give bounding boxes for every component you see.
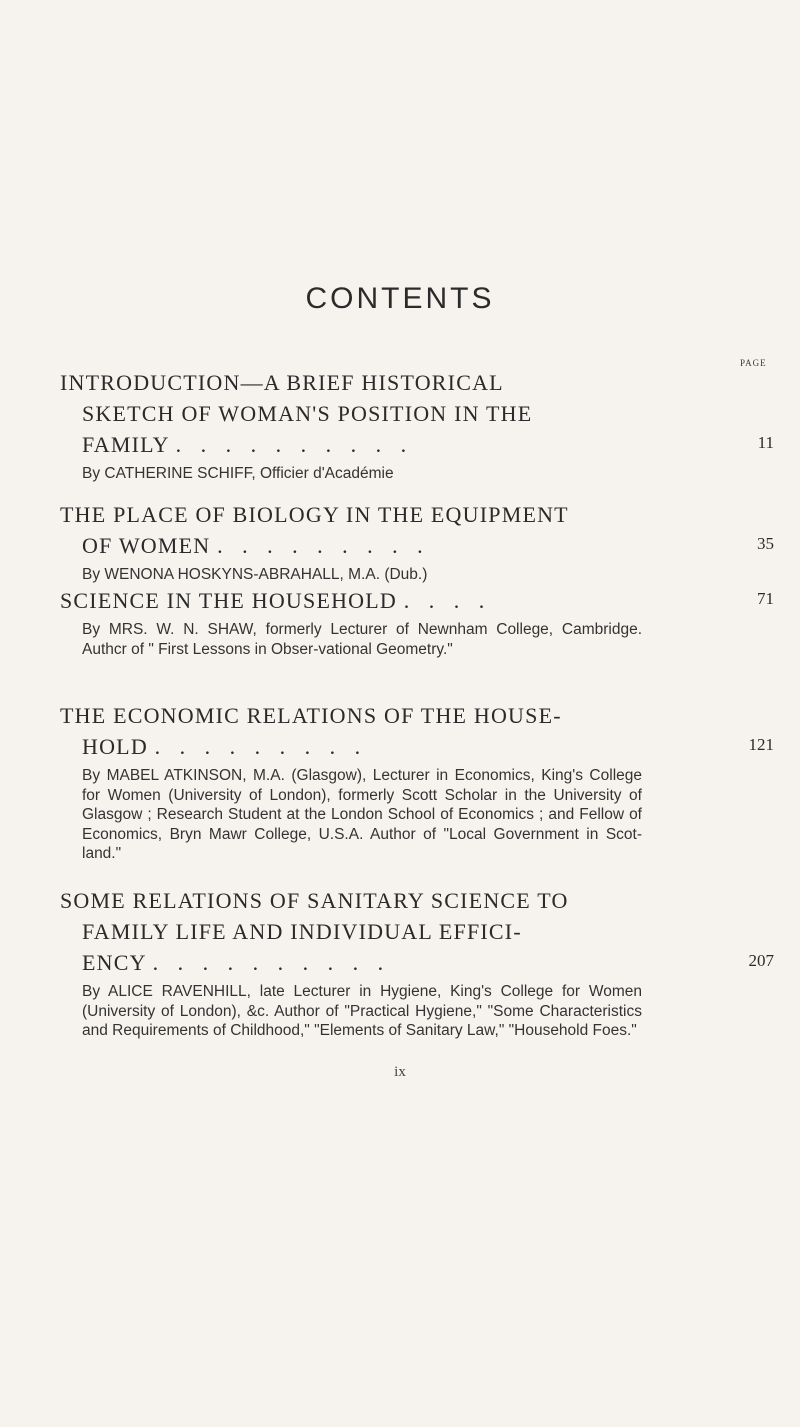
entry-title — [60, 499, 760, 561]
entry-title — [60, 585, 760, 616]
leader-dots: . . . . . . . . . . — [175, 432, 414, 457]
entry-title-line: FAMILY LIFE AND INDIVIDUAL EFFICI- — [82, 919, 522, 944]
entry-title-line: ENCY — [82, 950, 146, 975]
page-number: 207 — [748, 951, 774, 970]
entry-author: By ALICE RAVENHILL, late Lecturer in Hygiene, King's College for Women (University of London), &c. Author of "Practical Hygiene," "Some Characteristics and Requirements of Childhood," "Elements of Sanitary Law," "Household Foes." — [82, 983, 642, 1039]
folio: ix — [394, 1064, 406, 1080]
entry-title-line: THE PLACE OF BIOLOGY IN THE EQUIPMENT — [60, 502, 569, 527]
toc-entry — [60, 585, 774, 659]
entry-title-line: THE ECONOMIC RELATIONS OF THE HOUSE- — [60, 703, 562, 728]
entry-author: By WENONA HOSKYNS-ABRAHALL, M.A. (Dub.) — [82, 566, 428, 583]
page-title: CONTENTS — [305, 282, 495, 315]
page-number: 71 — [757, 589, 774, 608]
leader-dots: . . . . . . . . . — [154, 734, 368, 759]
page-number: 121 — [748, 735, 774, 754]
entry-title — [60, 367, 760, 460]
toc-entry — [60, 367, 774, 484]
entry-title — [60, 885, 760, 978]
entry-title-line: FAMILY — [82, 432, 169, 457]
page-number: 35 — [757, 534, 774, 553]
entry-author: By MABEL ATKINSON, M.A. (Glasgow), Lecturer in Economics, King's College for Women (University of London), formerly Scott Scholar in the University of Glasgow ; Research Student at the London School of Economics ; and Fellow of Economics, Bryn Mawr College, U.S.A. Author of "Local Government in Scot-land." — [82, 767, 642, 862]
page-number: 11 — [757, 433, 774, 452]
toc-entry — [60, 700, 774, 864]
entry-author: By MRS. W. N. SHAW, formerly Lecturer of Newnham College, Cambridge. Authcr of " First Lessons in Obser-vational Geometry." — [82, 621, 642, 658]
leader-dots: . . . . . . . . . . — [152, 950, 391, 975]
leader-dots: . . . . . . . . . — [217, 533, 430, 558]
entry-title-line: INTRODUCTION—A BRIEF HISTORICAL — [60, 370, 504, 395]
entry-title — [60, 700, 760, 762]
entry-title-line: SCIENCE IN THE HOUSEHOLD — [60, 588, 397, 613]
entry-author: By CATHERINE SCHIFF, Officier d'Académie — [82, 465, 394, 482]
toc-entry — [60, 885, 774, 1041]
entry-title-line: HOLD — [82, 734, 148, 759]
leader-dots: . . . . — [403, 588, 492, 613]
entry-title-line: OF WOMEN — [82, 533, 211, 558]
entry-title-line: SKETCH OF WOMAN'S POSITION IN THE — [82, 401, 533, 426]
toc-entry — [60, 499, 774, 585]
page-column-header: PAGE — [740, 358, 767, 368]
entry-title-line: SOME RELATIONS OF SANITARY SCIENCE TO — [60, 888, 569, 913]
